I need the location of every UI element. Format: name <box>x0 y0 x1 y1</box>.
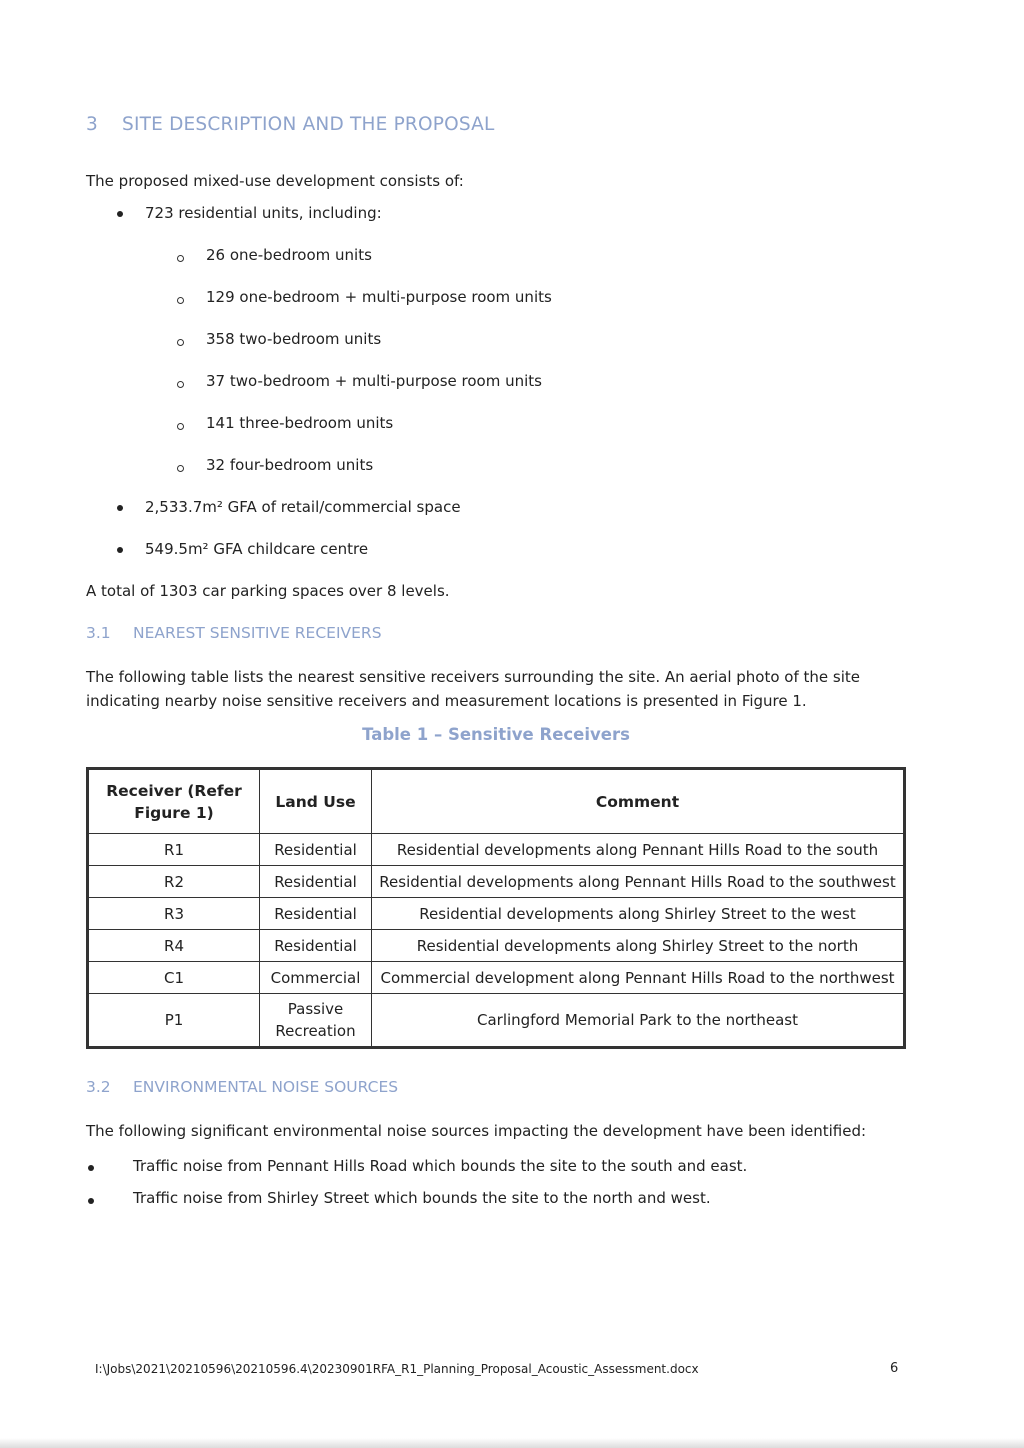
intro-paragraph: The proposed mixed-use development consists of: <box>86 172 464 190</box>
receiver-cell: C1 <box>88 962 260 994</box>
column-header: Comment <box>372 769 905 834</box>
list-item: 549.5m² GFA childcare centre <box>145 540 369 558</box>
table-row <box>88 930 905 962</box>
comment-cell: Residential developments along Shirley Street to the north <box>372 930 905 962</box>
land-use-cell: Residential <box>260 898 372 930</box>
comment-cell: Residential developments along Pennant Hills Road to the south <box>372 834 905 866</box>
section-heading <box>86 114 495 135</box>
receivers-table <box>86 767 906 1049</box>
receiver-cell: R2 <box>88 866 260 898</box>
sub-list-item: 141 three-bedroom units <box>206 414 394 432</box>
page-bottom-edge <box>0 1438 1024 1448</box>
list-item: Traffic noise from Pennant Hills Road which bounds the site to the south and east. <box>133 1157 748 1175</box>
table-row <box>88 898 905 930</box>
list-item: 2,533.7m² GFA of retail/commercial space <box>145 498 461 516</box>
land-use-cell: Residential <box>260 866 372 898</box>
subsection-title: ENVIRONMENTAL NOISE SOURCES <box>133 1078 399 1096</box>
bullet-icon <box>117 547 123 553</box>
bullet-icon <box>117 505 123 511</box>
noise-paragraph: The following significant environmental noise sources impacting the development have been identified: <box>86 1122 867 1140</box>
table-row <box>88 866 905 898</box>
receiver-cell: P1 <box>88 994 260 1048</box>
circle-bullet-icon <box>177 339 184 346</box>
sub-list-item: 32 four-bedroom units <box>206 456 374 474</box>
table-row <box>88 834 905 866</box>
circle-bullet-icon <box>177 423 184 430</box>
subsection-number: 3.1 <box>86 624 111 642</box>
land-use-cell: Passive Recreation <box>260 994 372 1048</box>
bullet-icon <box>88 1198 94 1204</box>
circle-bullet-icon <box>177 255 184 262</box>
comment-cell: Residential developments along Shirley Street to the west <box>372 898 905 930</box>
circle-bullet-icon <box>177 297 184 304</box>
column-header: Receiver (Refer Figure 1) <box>88 769 260 834</box>
sub-list-item: 129 one-bedroom + multi-purpose room units <box>206 288 552 306</box>
land-use-cell: Commercial <box>260 962 372 994</box>
list-item: Traffic noise from Shirley Street which bounds the site to the north and west. <box>133 1189 711 1207</box>
parking-paragraph: A total of 1303 car parking spaces over 8 levels. <box>86 582 450 600</box>
receiver-cell: R4 <box>88 930 260 962</box>
sub-list-item: 26 one-bedroom units <box>206 246 372 264</box>
footer-file-path: I:\Jobs\2021\20210596\20210596.4\20230901RFA_R1_Planning_Proposal_Acoustic_Assessment.docx <box>95 1362 699 1376</box>
receiver-cell: R3 <box>88 898 260 930</box>
subsection-heading <box>86 624 382 642</box>
receiver-cell: R1 <box>88 834 260 866</box>
circle-bullet-icon <box>177 381 184 388</box>
sub-list-item: 358 two-bedroom units <box>206 330 382 348</box>
land-use-cell: Residential <box>260 930 372 962</box>
column-header: Land Use <box>260 769 372 834</box>
comment-cell: Commercial development along Pennant Hills Road to the northwest <box>372 962 905 994</box>
table-header-row <box>88 769 905 834</box>
subsection-title: NEAREST SENSITIVE RECEIVERS <box>133 624 382 642</box>
table-row <box>88 994 905 1048</box>
comment-cell: Carlingford Memorial Park to the northeast <box>372 994 905 1048</box>
receivers-paragraph: The following table lists the nearest sensitive receivers surrounding the site. An aerial photo of the site indicating nearby noise sensitive receivers and measurement locations is presented in Figure 1. <box>86 668 861 710</box>
comment-cell: Residential developments along Pennant Hills Road to the southwest <box>372 866 905 898</box>
land-use-cell: Residential <box>260 834 372 866</box>
subsection-number: 3.2 <box>86 1078 111 1096</box>
section-number: 3 <box>86 114 98 135</box>
table-row <box>88 962 905 994</box>
bullet-icon <box>88 1165 94 1171</box>
page-number: 6 <box>890 1361 899 1376</box>
circle-bullet-icon <box>177 465 184 472</box>
bullet-icon <box>117 211 123 217</box>
list-item: 723 residential units, including: <box>145 204 382 222</box>
table-caption: Table 1 – Sensitive Receivers <box>362 725 630 744</box>
subsection-heading <box>86 1078 398 1096</box>
section-title: SITE DESCRIPTION AND THE PROPOSAL <box>122 114 495 135</box>
sub-list-item: 37 two-bedroom + multi-purpose room units <box>206 372 542 390</box>
